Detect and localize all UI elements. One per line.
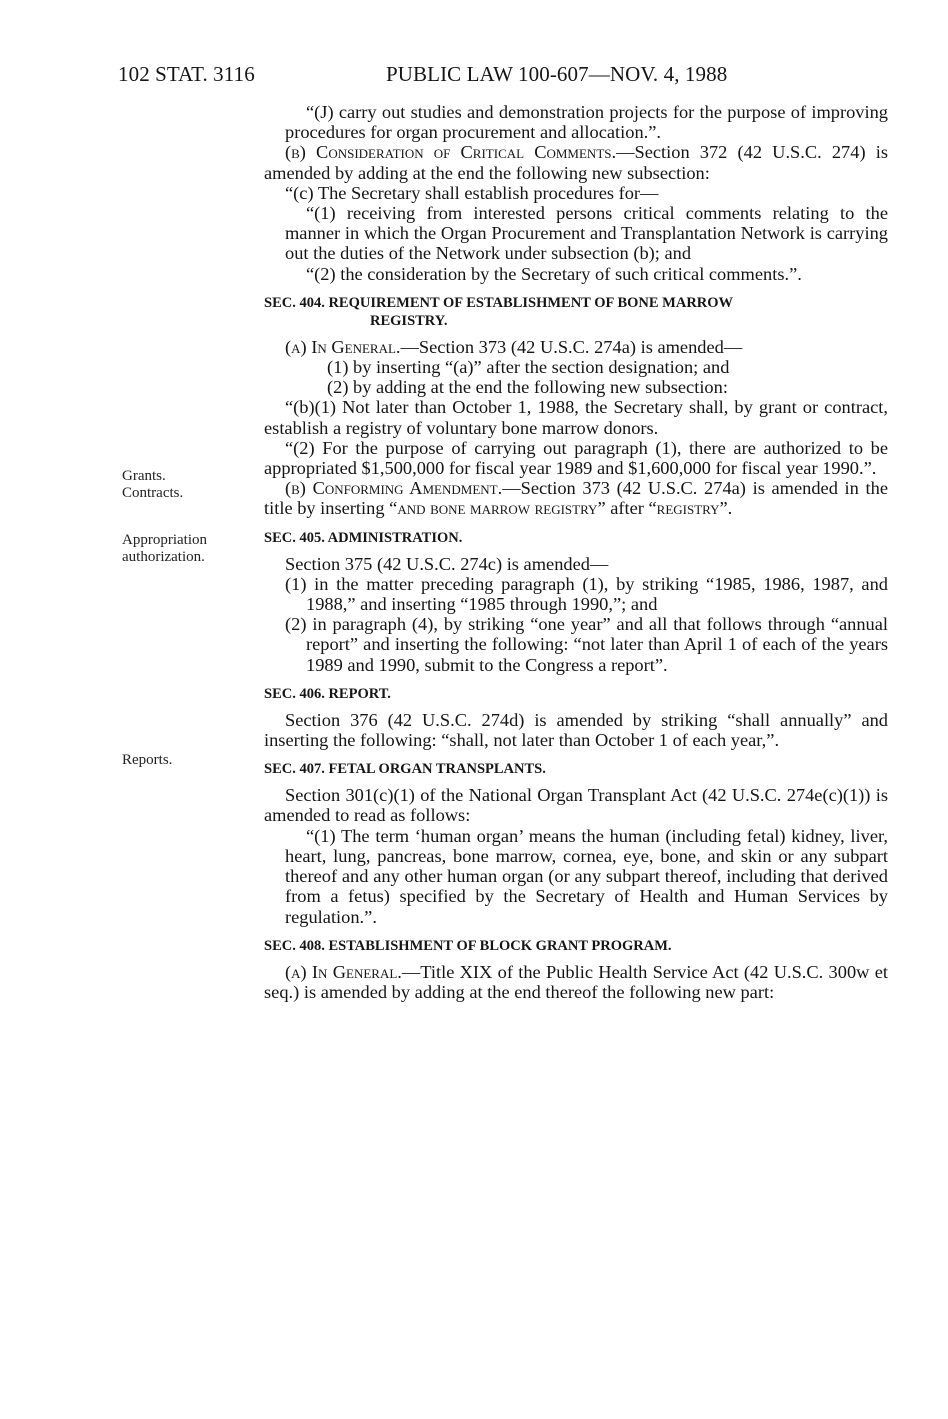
statute-body	[264, 102, 888, 1002]
margin-note-authorization: authorization.	[122, 549, 205, 565]
margin-note-contracts: Contracts.	[122, 485, 184, 501]
paragraph-c2: “(2) the consideration by the Secretary of such critical comments.”.	[306, 263, 802, 284]
paragraph-405-1: (1) in the matter preceding paragraph (1), by striking “1985, 1986, 1987, and 1988,” and inserting “1985 through 1990,”; and	[285, 573, 888, 615]
subsection-text: —Section 373 (42 U.S.C. 274a) is amended—	[400, 336, 743, 357]
paragraph-404b2: “(2) For the purpose of carrying out paragraph (1), there are authorized to be appropriated $1,500,000 for fiscal year 1989 and $1,600,000 for fiscal year 1990.”.	[264, 437, 888, 479]
paragraph-j: “(J) carry out studies and demonstration projects for the purpose of improving procedures for organ procurement and allocation.”.	[285, 102, 888, 143]
paragraph-404b-conforming	[264, 478, 888, 518]
subsection-text: —Section 372 (42 U.S.C. 274) is amended by adding at the end the following new subsection:	[264, 142, 888, 183]
paragraph-c: “(c) The Secretary shall establish procedures for—	[285, 182, 659, 203]
subsection-heading: (a) In General.	[285, 961, 402, 982]
section-407-heading: SEC. 407. FETAL ORGAN TRANSPLANTS.	[264, 761, 546, 778]
margin-note-appropriation-authorization	[122, 532, 207, 566]
subsection-text-2: ” after “	[597, 498, 657, 519]
margin-note-grants: Grants.	[122, 468, 166, 484]
registry-text: registry	[656, 498, 720, 519]
subsection-heading: (b) Conforming Amendment.	[285, 478, 503, 499]
statute-page-number: 102 STAT. 3116	[118, 62, 255, 86]
section-408-heading: SEC. 408. ESTABLISHMENT OF BLOCK GRANT PROGRAM.	[264, 937, 672, 954]
subsection-text-3: ”.	[719, 498, 733, 519]
margin-note-grants-contracts	[122, 468, 183, 502]
paragraph-407: Section 301(c)(1) of the National Organ Transplant Act (42 U.S.C. 274e(c)(1)) is amended to read as follows:	[264, 785, 888, 826]
paragraph-405: Section 375 (42 U.S.C. 274c) is amended—	[285, 553, 609, 574]
paragraph-407-1: “(1) The term ‘human organ’ means the human (including fetal) kidney, liver, heart, lung, pancreas, bone marrow, cornea, eye, bone, and skin or any subpart thereof and any other human organ (or any subpart thereof, including that derived from a fetus) specified by the Secretary of Health and Human Services by regulation.”.	[285, 825, 888, 927]
paragraph-404a2: (2) by adding at the end the following new subsection:	[327, 377, 728, 398]
margin-note-reports-label: Reports.	[122, 752, 173, 768]
subsection-text: —Title XIX of the Public Health Service Act (42 U.S.C. 300w et seq.) is amended by adding at the end thereof the following new part:	[264, 961, 888, 1002]
subsection-text: —Section 373 (42 U.S.C. 274a) is amended in the title by inserting “	[264, 478, 888, 519]
paragraph-406: Section 376 (42 U.S.C. 274d) is amended by striking “shall annually” and inserting the following: “shall, not later than October 1 of each year,”.	[264, 709, 888, 751]
section-404-heading-line2: REGISTRY.	[370, 312, 448, 329]
paragraph-405-2: (2) in paragraph (4), by striking “one year” and all that follows through “annual report” and inserting the following: “not later than April 1 of each of the years 1989 and 1990, submit to the Congress a report”.	[285, 614, 888, 675]
paragraph-c1: “(1) receiving from interested persons critical comments relating to the manner in which the Organ Procurement and Transplantation Network is carrying out the duties of the Network under subsection (b); and	[285, 203, 888, 264]
subsection-heading: (a) In General.	[285, 336, 401, 357]
section-404-heading-line1: SEC. 404. REQUIREMENT OF ESTABLISHMENT OF BONE MARROW	[264, 294, 734, 311]
section-405-heading: SEC. 405. ADMINISTRATION.	[264, 529, 463, 546]
section-406-heading: SEC. 406. REPORT.	[264, 685, 391, 702]
paragraph-b-critical-comments	[264, 142, 888, 182]
section-404-heading	[264, 294, 888, 330]
paragraph-404a	[264, 337, 888, 357]
margin-note-reports	[122, 752, 172, 769]
paragraph-404b1: “(b)(1) Not later than October 1, 1988, the Secretary shall, by grant or contract, establish a registry of voluntary bone marrow donors.	[264, 397, 888, 438]
margin-note-appropriation: Appropriation	[122, 532, 207, 548]
paragraph-408a	[264, 962, 888, 1002]
public-law-title: PUBLIC LAW 100-607—NOV. 4, 1988	[386, 62, 728, 86]
subsection-heading: (b) Consideration of Critical Comments.	[285, 142, 617, 163]
paragraph-404a1: (1) by inserting “(a)” after the section designation; and	[327, 357, 730, 378]
inserted-title-text: and bone marrow registry	[397, 498, 598, 519]
